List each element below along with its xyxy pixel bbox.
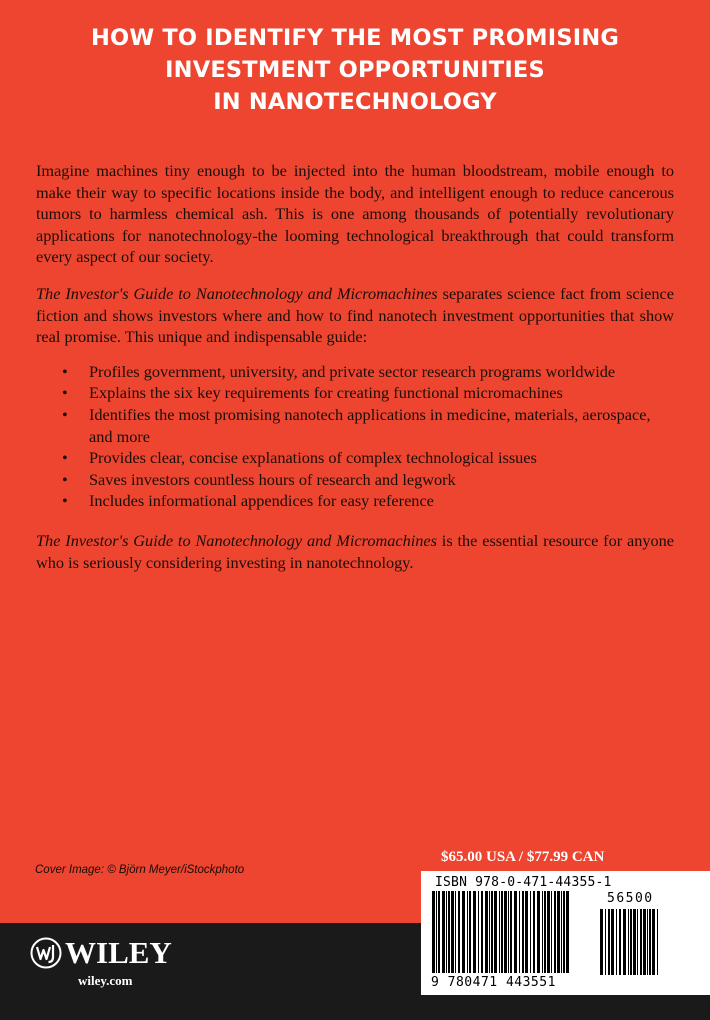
barcode-bar	[489, 891, 490, 973]
barcode-bar	[643, 909, 646, 975]
book-title: The Investor's Guide to Nanotechnology and Micromachines	[36, 283, 438, 303]
headline-line-1: HOW TO IDENTIFY THE MOST PROMISING	[90, 25, 620, 51]
barcode-bar	[630, 909, 632, 975]
barcode-bar	[436, 891, 437, 973]
barcode-bar	[491, 891, 493, 973]
barcode-bar	[485, 891, 488, 973]
barcode-bar	[467, 891, 468, 973]
barcode-bar	[438, 891, 440, 973]
barcode-bar	[530, 891, 531, 973]
barcode-bar	[608, 909, 610, 975]
list-item: • Identifies the most promising nanotech applications in medicine, materials, aerospace, and more	[62, 404, 651, 446]
barcode-bar	[652, 909, 655, 975]
list-item: • Provides clear, concise explanations of complex technological issues	[62, 448, 537, 468]
publisher-name: WILEY	[65, 935, 172, 970]
barcode-bar	[544, 891, 546, 973]
barcode-bar	[478, 891, 479, 973]
barcode-bar	[616, 909, 617, 975]
guide-paragraph	[36, 283, 674, 348]
wiley-jw-logo-icon	[30, 937, 62, 969]
barcode-bar	[533, 891, 535, 973]
barcode-bar	[525, 891, 528, 973]
isbn-text: ISBN 978-0-471-44355-1	[435, 875, 612, 890]
headline	[0, 22, 710, 118]
barcode-bar	[451, 891, 454, 973]
list-item: • Explains the six key requirements for creating functional micromachines	[62, 383, 563, 403]
bullet-icon: •	[62, 404, 68, 424]
bullet-icon: •	[62, 361, 68, 381]
barcode-bar	[640, 909, 642, 975]
barcode-bar	[605, 909, 606, 975]
barcode-bar	[508, 891, 509, 973]
barcode-bar	[554, 891, 556, 973]
barcode-bar	[600, 909, 603, 975]
bullet-icon: •	[62, 491, 68, 511]
barcode-label	[421, 871, 710, 995]
barcode-bar	[551, 891, 552, 973]
barcode-bar	[510, 891, 512, 973]
barcode-bar	[504, 891, 507, 973]
bullet-icon: •	[62, 448, 68, 468]
barcode-bar	[462, 891, 465, 973]
bullet-icon: •	[62, 383, 68, 403]
barcode-bar	[522, 891, 524, 973]
barcode-bar	[473, 891, 476, 973]
closing-paragraph	[36, 530, 674, 573]
bullet-icon: •	[62, 469, 68, 489]
ean-barcode	[431, 891, 571, 973]
barcode-bar	[494, 891, 497, 973]
barcode-bar	[633, 909, 636, 975]
cover-image-credit: Cover Image: © Björn Meyer/iStockphoto	[35, 864, 245, 876]
headline-line-2: INVESTMENT OPPORTUNITIES	[165, 57, 545, 83]
barcode-bar	[499, 891, 500, 973]
barcode-bar	[561, 891, 562, 973]
list-item: • Saves investors countless hours of research and legwork	[62, 469, 456, 489]
barcode-bar	[649, 909, 651, 975]
headline-line-3: IN NANOTECHNOLOGY	[213, 89, 497, 115]
barcode-bar	[448, 891, 450, 973]
price-code: 56500	[607, 891, 654, 906]
barcode-bar	[469, 891, 471, 973]
barcode-bar	[563, 891, 565, 973]
ean-digits: 9 780471 443551	[431, 975, 556, 990]
barcode-bar	[501, 891, 503, 973]
publisher-logo	[30, 937, 172, 989]
barcode-bar	[547, 891, 550, 973]
barcode-bar	[481, 891, 483, 973]
barcode-bar	[542, 891, 543, 973]
intro-paragraph: Imagine machines tiny enough to be injected into the human bloodstream, mobile enough to make their way to specific locations inside the body, and intelligent enough to reduce cancerous tumors to harmless chemical ash. This is one among thousands of potentially revolutionary applications for nanotechnology-the looming technological breakthrough that could transform every aspect of our society.	[36, 161, 674, 267]
barcode-bar	[537, 891, 540, 973]
barcode-bar	[442, 891, 445, 973]
list-item: • Includes informational appendices for easy reference	[62, 491, 434, 511]
feature-list	[36, 361, 674, 512]
list-item: • Profiles government, university, and private sector research programs worldwide	[62, 361, 616, 381]
barcode-bar	[514, 891, 517, 973]
barcode-bar	[557, 891, 560, 973]
barcode-bar	[446, 891, 447, 973]
book-title: The Investor's Guide to Nanotechnology and Micromachines	[36, 530, 437, 550]
barcode-bar	[657, 909, 658, 975]
barcode-bar	[623, 909, 626, 975]
barcode-bar	[619, 909, 621, 975]
price-label: $65.00 USA / $77.99 CAN	[441, 849, 605, 865]
barcode-bar	[458, 891, 460, 973]
barcode-bar	[566, 891, 569, 973]
closing-paragraph-text: is the essential resource for anyone who is seriously considering investing in nanotechnology.	[36, 530, 674, 572]
barcode-bar	[432, 891, 435, 973]
barcode-bar	[519, 891, 520, 973]
barcode-bar	[611, 909, 614, 975]
publisher-url: wiley.com	[78, 973, 133, 988]
guide-paragraph-text: separates science fact from science fiction and shows investors where and how to find nanotech investment opportunities that show real promise. This unique and indispensable guide:	[36, 283, 675, 347]
barcode-bar	[637, 909, 638, 975]
price-addon-barcode	[599, 909, 663, 975]
barcode-bar	[628, 909, 629, 975]
barcode-bar	[455, 891, 456, 973]
back-cover-copy	[36, 160, 674, 573]
barcode-bar	[647, 909, 648, 975]
